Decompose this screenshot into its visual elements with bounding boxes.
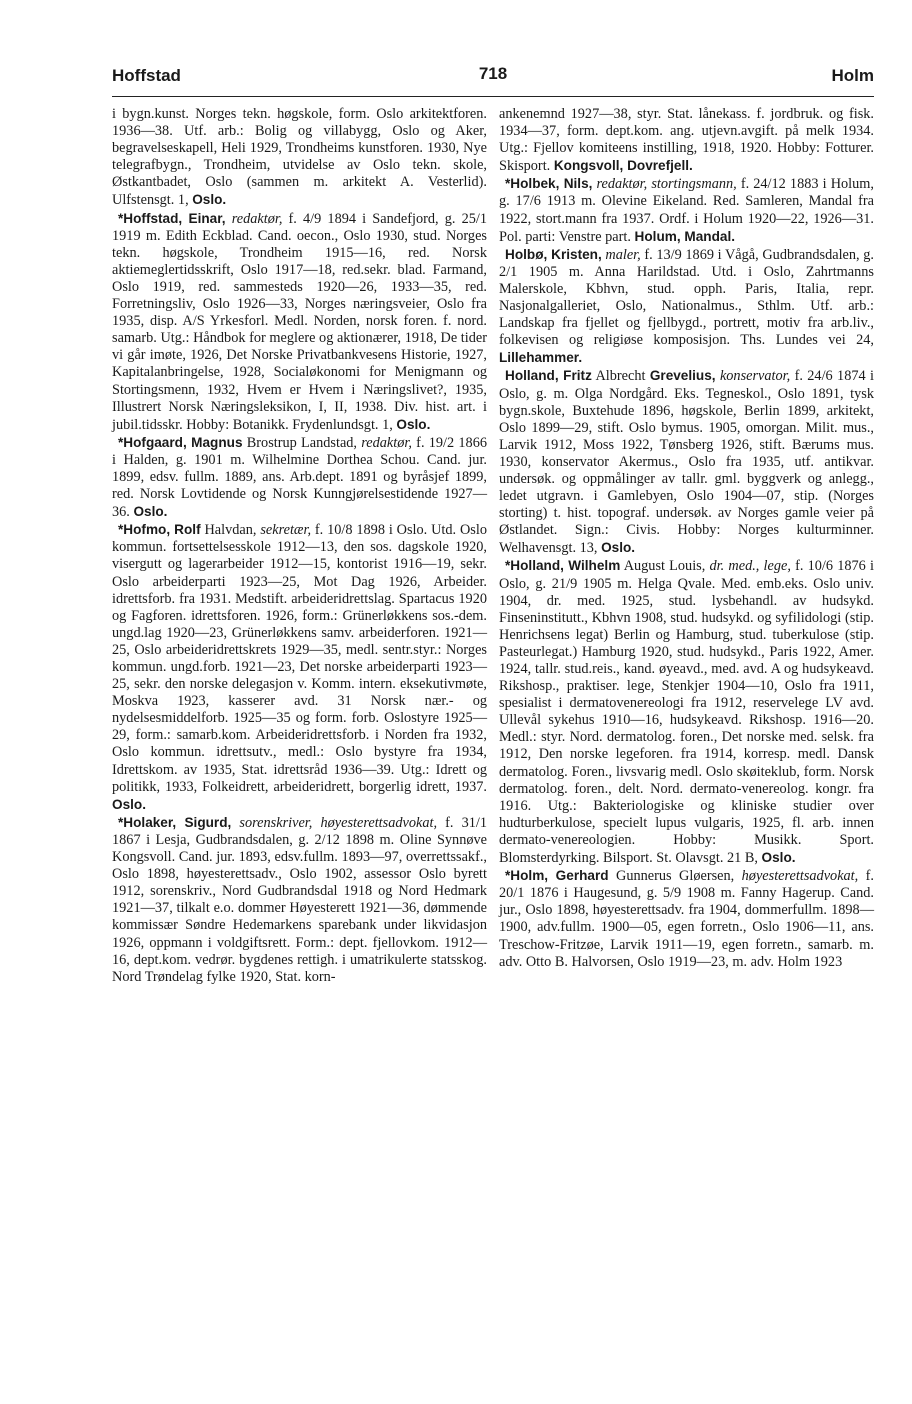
entry-text: f. 19/2 1866 i Halden, g. 1901 m. Wilhelmine Dorthea Schou. Cand. jur. 1899, edsv. fullm. 1889, ans. Arb.dept. 1891 og byråsjef 1899, red. Norsk Lovtidende og Norsk Kunngjørelsestidende 1927—36. bbox=[112, 434, 487, 521]
entry-text: ankenemnd 1927—38, styr. Stat. lånekass. f. jordbruk. og fisk. 1934—37, form. dept.kom. ang. utjevn.avgift. på melk 1934. Utg.: Fjellov komiteens instilling, 1918, 1920. Hobby: Fotturer. Skisport. bbox=[499, 106, 874, 175]
entry-text: Brostrup Landstad, bbox=[242, 434, 362, 451]
entry-occupation: konservator, bbox=[719, 368, 791, 385]
entry-hoffstad bbox=[112, 210, 487, 434]
entry-occupation: sekretær, bbox=[260, 522, 312, 539]
entry-cont2 bbox=[499, 106, 874, 175]
entry-heading: Oslo. bbox=[133, 504, 168, 520]
running-head-first-entry: Hoffstad bbox=[112, 66, 181, 85]
entry-heading: Holbø, Kristen, bbox=[505, 246, 602, 262]
entry-heading: Grevelius, bbox=[649, 368, 716, 384]
entry-heading: *Hofgaard, Magnus bbox=[118, 434, 243, 450]
entry-text: f. 20/1 1876 i Haugesund, g. 5/9 1908 m. Fanny Hagerup. Cand. jur., Oslo 1898, høyesterettsadv. fra 1904, dommerfullm. 1898—1900, adv.fullm. 1900—05, egen forretn., Oslo 1906—11, ans. Treschow-Fritzøe, Larvik 1911—19, egen forretn., samarb. m. adv. Otto B. Halvorsen, Oslo 1919—23, m. adv. Holm 1923 bbox=[499, 868, 874, 970]
entry-heading: Oslo. bbox=[112, 796, 146, 812]
entry-text: f. 10/8 1898 i Oslo. Utd. Oslo kommun. fortsettelsesskole 1912—13, den sos. dagskole 1920, visergutt og lagerarbeider 1912—15, kontorist 1916—19, sekr. Oslo arbeiderparti 1923—25, Mot Dag 1926, Arbeider. idrettsforb. fra 1931. Medstift. arbeideridrettslag. Spartacus 1920 og Fagforen. idrettsforen. 1926, form.: Grünerløkkens sos.-dem. ungd.lag 1920—23, Grünerløkkens samv. arbeiderforen. 1921—25, Oslo arbeideridrettskrets 1929—35, medl. sentr.styr.: Norges kommun. ungd.forb. 1921—23, Det norske arbeiderparti 1923—25, sekr. den norske delegasjon v. Komm. intern. eksekutivmøte, Moskva 1923, kasserer avd. 31 Norsk nær.- og nydelsesmiddelforb. 1925—35 og form. forb. Oslostyre 1925—29, form.: samarb.kom. Arbeideridrettsforb. i Norden fra 1932, Oslo kommun. idrettsutv., medl.: Oslo bystyre fra 1934, Idrettskom. av 1935, Stat. idrettsråd 1936—39. Utg.: Idrett og politikk, 1933, Folkeidrett, arbeideridrett, borgerlig idrett, 1937. bbox=[112, 522, 487, 795]
entry-text: Gunnerus Gløersen, bbox=[608, 868, 742, 885]
running-head-last-entry: Holm bbox=[831, 66, 874, 85]
entry-holbo bbox=[499, 246, 874, 368]
entry-heading: Holum, Mandal. bbox=[634, 228, 735, 244]
entry-occupation: maler, bbox=[605, 246, 641, 263]
entry-holaker bbox=[112, 814, 487, 986]
entry-heading: *Holland, Wilhelm bbox=[505, 558, 621, 574]
entry-text: f. 13/9 1869 i Vågå, Gudbrandsdalen, g. 2/1 1905 m. Anna Harildstad. Utd. i Oslo, Zahrtmanns Malerskole, Kbhvn, stud. opph. Paris, Italia, repr. Nasjonalgalleriet, Oslo, Nationalmus., Sthlm. Utf. arb.: Landskap fra fjellet og fjellbygd., portrett, motiv fra arb.liv., folkevisen og religiøse komposisjon. Ths. Lundes vei 24, bbox=[499, 246, 874, 349]
entry-cont bbox=[112, 106, 487, 210]
entry-heading: Oslo. bbox=[601, 540, 636, 556]
entry-text: f. 10/6 1876 i Oslo, g. 21/9 1905 m. Helga Qvale. Med. emb.eks. Oslo univ. 1904, dr. med. 1925, stud. lysbehandl. av hudsykd. Finseninstitutt., Kbhvn 1908, stud. hudsykd. og syfilidologi (stip. Henrichsens legat) Berlin og Hamburg, stud. tuberkulose (stip. Pasteurlegat.) Hamburg 1920, stud. hudsykd., Paris 1922, Amer. 1924, tallr. stud.reis., kand. øyeavd., med. avd. A og hudsykeavd. Rikshosp., praktiser. lege, Stenkjer 1904—10, Oslo fra 1911, spesialist i dermatovenereologi fra 1912, reservelege LV avd. Ullevål sykehus 1910—16, hudsykeavd. Rikshosp. 1916—20. Medl.: styr. Nord. dermatolog. foren., Det norske med. selsk. fra 1912, Den norske legeforen. fra 1914, korresp. medl. Dansk dermatolog. Foren., livsvarig medl. Oslo skøiteklub, form. Norsk dermatolog. foren., delt. Nord. dermato-venereolog. kongr. fra 1916. Utg.: Bakteriologiske og kliniske studier over hudturberkulose, specielt lupus vulgaris, 1925, fl. arb. innen dermato-venereologien. Hobby: Musikk. Sport. Blomsterdyrking. Bilsport. St. Olavsgt. 21 B, bbox=[499, 558, 874, 867]
entry-text: i bygn.kunst. Norges tekn. høgskole, form. Oslo arkitektforen. 1936—38. Utf. arb.: Bolig og villabygg, Oslo og Aker, begravelseskapell, Heli 1929, Trondheims kunstforen. 1930, Nye telegrafbygn., Trondheim, utvidelse av Oslo tekn. skole, Østkantbadet, Oslo (sammen m. arkitekt A. Vesterlid). Ulfstensgt. 1, bbox=[112, 106, 487, 209]
entry-heading: Oslo. bbox=[761, 850, 796, 866]
right-column bbox=[499, 106, 874, 971]
entry-heading: *Holaker, Sigurd, bbox=[118, 814, 232, 830]
page-header bbox=[112, 64, 874, 90]
entry-heading: Lillehammer. bbox=[499, 350, 583, 366]
entry-text: f. 31/1 1867 i Lesja, Gudbrandsdalen, g. 2/12 1898 m. Oline Synnøve Kongsvoll. Cand. jur. 1893, edsv.fullm. 1893—97, overrettssakf., Oslo 1898, høyesterettsadv., Oslo 1902, assessor Oslo byrett 1912, sorenskriv., Nord Gudbrandsdal 1918 og Nord Hedmark 1921—37, tilkalt e.o. dommer Høyesterett 1921—36, dømmende kommissær Søndre Hedemarkens sparebank under likvidasjon 1926, oppmann i voldgiftsrett. Form.: dept. fjellovkom. 1912—16, dept.kom. vedrør. bygdenes rettigh. i umatrikulerte statsskog. Nord Trøndelag fylke 1920, Stat. korn- bbox=[112, 814, 487, 985]
entry-heading: *Hoffstad, Einar, bbox=[118, 210, 226, 226]
entry-text: Albrecht bbox=[591, 368, 650, 385]
entry-heading: *Holm, Gerhard bbox=[505, 868, 609, 884]
entry-heading: Kongsvoll, Dovrefjell. bbox=[553, 158, 693, 174]
entry-hofmo bbox=[112, 521, 487, 814]
entry-heading: Oslo. bbox=[192, 192, 227, 208]
entry-heading: *Holbek, Nils, bbox=[505, 176, 593, 192]
entry-occupation: redaktør, bbox=[231, 210, 283, 227]
entry-text: f. 4/9 1894 i Sandefjord, g. 25/1 1919 m. Edith Eckblad. Cand. oecon., Oslo 1930, stud. Norges tekn. høgskole, Trondheim 1915—16, red. Norsk aktiemeglertidsskrift, Oslo 1917—18, red.sekr. blad. Farmand, Oslo 1919, red. sammesteds 1920—26, 1933—35, red. Forretningsliv, Oslo 1926—33, Norges næringsveier, Oslo fra 1935, disp. A/S Yrkesforl. Medl. Norden, norsk foren. f. nord. samarb. Utg.: Håndbok for meglere og aktionærer, 1918, De tider vi går imøte, 1926, Det Norske Privatbankvesens Historie, 1927, Kapitalanbringelse, 1928, Socialøkonomi for Menigmann og Stortingsmenn, 1932, Hvem er Hvem i Næringslivet?, 1935, Illustrert Norsk Næringsleksikon, I, II, 1938. Div. hist. art. i jubil.tidsskr. Hobby: Botanikk. Frydenlundsgt. 1, bbox=[112, 210, 487, 433]
entry-occupation: redaktør, stortingsmann, bbox=[596, 176, 737, 193]
entry-heading: Holland, Fritz bbox=[505, 368, 592, 384]
header-rule bbox=[112, 96, 874, 97]
page-number: 718 bbox=[478, 64, 508, 83]
entry-holm-gerhard bbox=[499, 867, 874, 971]
entry-occupation: redaktør, bbox=[361, 434, 412, 451]
entry-occupation: dr. med., lege, bbox=[709, 558, 791, 575]
left-column bbox=[112, 106, 487, 986]
entry-holland-fritz bbox=[499, 367, 874, 557]
entry-occupation: sorenskriver, høyesterettsadvokat, bbox=[239, 814, 438, 831]
entry-holland-wilhelm bbox=[499, 557, 874, 867]
entry-heading: *Hofmo, Rolf bbox=[118, 522, 201, 538]
entry-text: f. 24/6 1874 i Oslo, g. m. Olga Nordgård. Eks. Tegneskol., Oslo 1891, tysk bygn.skole, Buxtehude 1896, høgskole, Berlin 1899, arkitekt, Oslo 1899—29, stift. Oslo bymus. 1905, omorgan. Milit. mus., Larvik 1912, Moss 1922, Tønsberg 1926, stift. Bærums mus. 1930, konservator Akermus., Oslo fra 1935, utf. antikvar. undersøk. og oppmålinger av tallr. gml. byggverk og anlegg., ledet utgravn. i Gamlebyen, Oslo 1904—07, stip. (Norges storting) t. hist. topograf. undersøk. av Norges gamle veier på Østlandet. Sign.: Civis. Hobby: Norges kulturminner. Welhavensgt. 13, bbox=[499, 368, 874, 557]
entry-text: August Louis, bbox=[620, 558, 710, 575]
entry-hofgaard bbox=[112, 434, 487, 521]
entry-heading: Oslo. bbox=[396, 416, 431, 432]
entry-text: f. 24/12 1883 i Holum, g. 17/6 1913 m. Olevine Eikeland. Red. Samleren, Mandal fra 1922, stort.mann fra 1937. Ordf. i Holum 1920—22, 1926—31. Pol. parti: Venstre part. bbox=[499, 176, 874, 245]
entry-text: Halvdan, bbox=[200, 522, 261, 539]
entry-occupation: høyesterettsadvokat, bbox=[741, 868, 859, 885]
entry-holbek bbox=[499, 175, 874, 245]
